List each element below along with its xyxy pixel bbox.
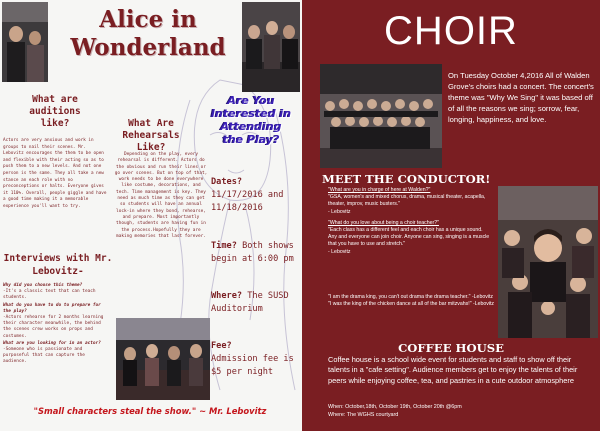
conductor-quote-2: "I was the king of the chicken dance at all of the bar mitzvahs!" -Lebovitz [328, 301, 495, 308]
interview-list [3, 283, 107, 367]
coffee-where: Where: The WGHS courtyard [328, 411, 399, 418]
title-line-2: Wonderland [70, 34, 226, 61]
meet-conductor-heading: MEET THE CONDUCTOR! [322, 172, 491, 186]
dates-value: 11/17/2016 and 11/18/2016 [211, 190, 284, 213]
lebovitz-quote: "Small characters steal the show." ~ Mr. Lebovitz [33, 406, 267, 416]
coffee-when: When: October,18th, October 19th, October 20th @6pm [328, 404, 462, 410]
conductor-answer: "GSA, women's and mixed chorus, drama, musical theater, acapella, theater, improv, music busters." [328, 194, 486, 208]
time-label: Time? [211, 241, 237, 251]
dates-label: Dates? [211, 177, 243, 187]
where-info [211, 290, 302, 316]
choir-title: CHOIR [384, 9, 518, 53]
concert-intro: On Tuesday October 4,2016 All of Walden Grove's choirs had a concert. The concert's theme was "Why We Sing" it was based off of all the reasons we sing; sorrow, fear, longing, happiness, and love. [448, 71, 594, 124]
rehearsal-photo-top-right [242, 2, 300, 92]
rehearsals-heading: What Are Rehearsals Like? [122, 118, 180, 153]
alice-title [56, 6, 240, 62]
conductor-question: "What do you love about being a choir teacher?" [328, 219, 439, 226]
rehearsals-body: Depending on the play, every rehearsal is different. Actors do the obvious and run their lines or go over scenes. But on top of that, work needs to be done everywhere like costume, decorations, and tech. Time management is key. They need as much time as they can get so students will have an annual lock-in where they bond, rehearse, and prepare. Most importantly though, students are having fun in the process.Hopefully they are making memories that last forever. [114, 152, 208, 239]
coffee-house-heading: COFFEE HOUSE [398, 341, 504, 355]
conductor-interview [328, 187, 492, 260]
time-value: Both shows begin at 6:00 pm [211, 241, 294, 264]
interview-heading: Interviews with Mr. Lebovitz- [3, 253, 113, 277]
attend-play-callout: Are You Interested in Attending the Play? [210, 94, 292, 146]
interview-question: What are you looking for in an actor? [3, 340, 101, 346]
conductor-photo [498, 186, 598, 338]
title-line-1: Alice in [99, 6, 197, 33]
fee-value: Admission fee is $5 per night [211, 354, 294, 377]
conductor-answer: "Each class has a different feel and each choir has a unique sound. Any and everyone can join choir. Anyone can sing, singing is a muscle that you have to use and stretch." [328, 227, 490, 248]
conductor-quote-1: "I am the drama king, you can't out drama the drama teacher." -Lebovitz [328, 294, 493, 300]
time-info [211, 240, 302, 266]
coffee-house-details [328, 404, 588, 419]
where-label: Where? [211, 291, 243, 301]
auditions-body: Actors are very anxious and work in groups to nail their scenes. Mr. Lebovitz encourages the them to be open and flexible with their acting so as to push them to a new levels. And not one person is the same. They all take a new stance an each role with no preconceptions or halts. Everyone gives it 110%. Overall, people giggle and have a good time making it a memorable experience you'll want to try. [3, 138, 107, 209]
conductor-question: "What are you in charge of here at Walden?" [328, 187, 431, 193]
rehearsal-photo-bottom [116, 318, 210, 400]
choir-concert-photo [320, 64, 442, 168]
interview-answer: -It's a classic text that can teach students. [3, 289, 96, 301]
interview-question: What do you have to do to prepare for the play? [3, 302, 101, 314]
interview-question: Why did you choose this theme? [3, 283, 83, 288]
choir-page [302, 0, 600, 431]
coffee-house-body: Coffee house is a school wide event for students and staff to show off their talents in a "cafe setting". Audience members get to enjoy the talents of their peers while enjoying coffee, tea, and pastries in a cute outdoor atmosphere [328, 355, 578, 385]
fee-info [211, 340, 302, 379]
auditions-heading: What are auditions like? [29, 94, 81, 129]
rehearsal-photo-corner [2, 2, 48, 82]
dates-info [211, 176, 302, 215]
interview-answer: -Actors rehearse for 2 months learning their character meanwhile, the behind the scenes crew works on props and costumes. [3, 315, 104, 339]
conductor-quotes [328, 294, 496, 308]
fee-label: Fee? [211, 341, 232, 351]
where-value: The SUSD Auditorium [211, 291, 289, 314]
interview-answer: -Someone who is passionate and purposeful that can capture the audience. [3, 347, 85, 365]
conductor-signature: - Lebovitz [328, 208, 351, 215]
conductor-signature: - Lebovitz [328, 248, 351, 255]
